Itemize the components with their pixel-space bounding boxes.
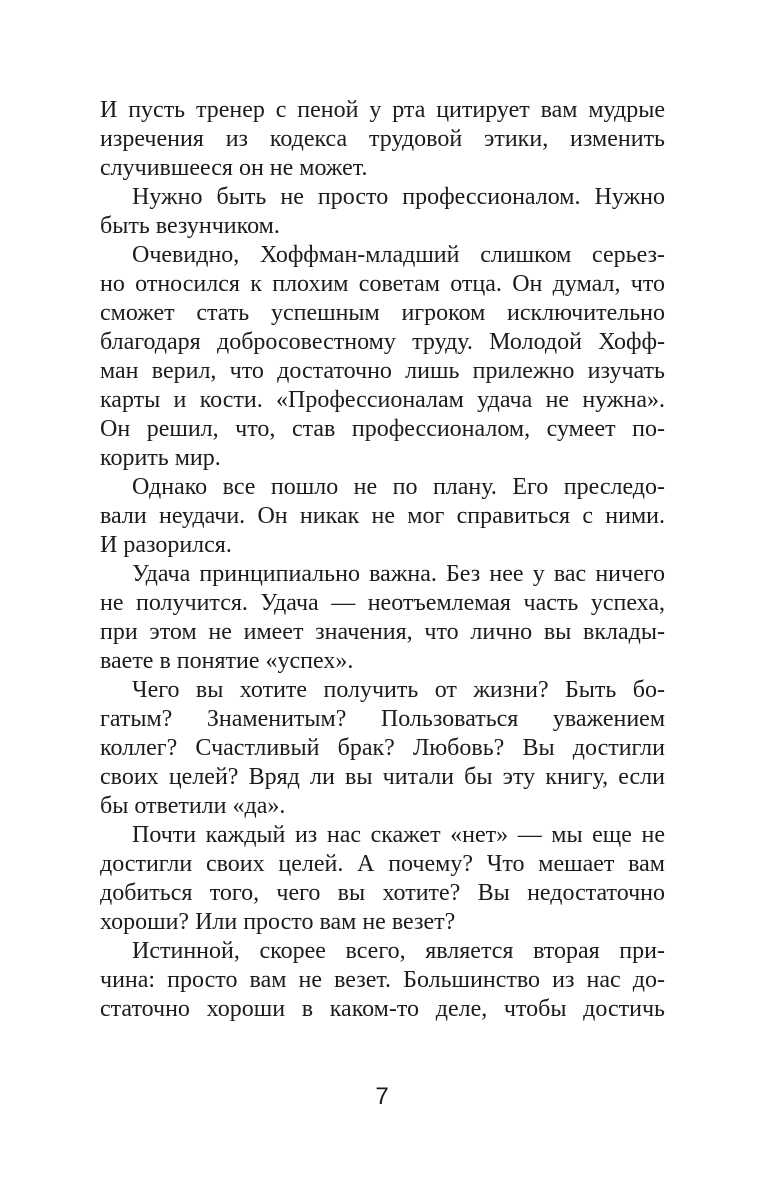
text-line: Однако все пошло не по плану. Его преследо- (132, 474, 665, 500)
text-line: Чего вы хотите получить от жизни? Быть бо- (132, 677, 665, 703)
text-line: гатым? Знаменитым? Пользоваться уважением (100, 706, 665, 732)
text-line: чина: просто вам не везет. Большинство из нас до- (100, 967, 665, 993)
text-line: И пусть тренер с пеной у рта цитирует вам мудрые (100, 97, 665, 123)
text-line: карты и кости. «Профессионалам удача не нужна». (100, 387, 665, 413)
text-line: ваете в понятие «успех». (100, 648, 354, 674)
text-line: ман верил, что достаточно лишь прилежно изучать (100, 358, 665, 384)
text-line: своих целей? Вряд ли вы читали бы эту книгу, если (100, 764, 665, 790)
text-line: но относился к плохим советам отца. Он думал, что (100, 271, 665, 297)
text-line: Очевидно, Хоффман-младший слишком серьез- (132, 242, 665, 268)
text-line: не получится. Удача — неотъемлемая часть успеха, (100, 590, 665, 616)
text-line: вали неудачи. Он никак не мог справиться с ними. (100, 503, 665, 529)
text-line: коллег? Счастливый брак? Любовь? Вы достигли (100, 735, 665, 761)
text-line: сможет стать успешным игроком исключительно (100, 300, 665, 326)
text-line: Он решил, что, став профессионалом, сумеет по- (100, 416, 665, 442)
text-line: достигли своих целей. А почему? Что мешает вам (100, 851, 665, 877)
text-line: случившееся он не может. (100, 155, 368, 181)
text-line: при этом не имеет значения, что лично вы вклады- (100, 619, 665, 645)
text-line: Истинной, скорее всего, является вторая при- (132, 938, 665, 964)
text-line: быть везунчиком. (100, 213, 280, 239)
text-line: благодаря добросовестному труду. Молодой Хофф- (100, 329, 665, 355)
text-line: добиться того, чего вы хотите? Вы недостаточно (100, 880, 665, 906)
text-line: И разорился. (100, 532, 232, 558)
text-line: бы ответили «да». (100, 793, 286, 819)
text-line: статочно хороши в каком-то деле, чтобы достичь (100, 996, 665, 1022)
text-line: Нужно быть не просто профессионалом. Нужно (132, 184, 665, 210)
text-line: хороши? Или просто вам не везет? (100, 909, 456, 935)
book-page-text (100, 96, 665, 1024)
text-line: корить мир. (100, 445, 221, 471)
text-line: изречения из кодекса трудовой этики, изменить (100, 126, 665, 152)
page-number: 7 (375, 1083, 389, 1110)
text-line: Удача принципиально важна. Без нее у вас ничего (132, 561, 665, 587)
text-line: Почти каждый из нас скажет «нет» — мы еще не (132, 822, 665, 848)
